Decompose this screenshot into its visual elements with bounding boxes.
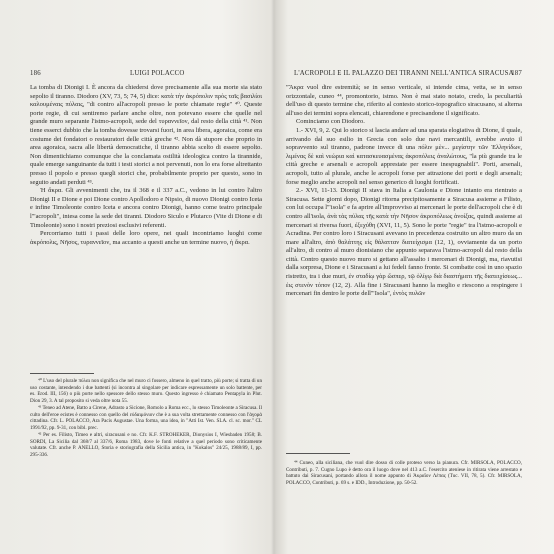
right-paragraph: 1.- XVI, 9, 2. Qui lo storico si lascia andare ad una sparata elogiativa di Dione, il quale, arrivando dal suo esilio in Grecia con solo due navi mercantili, avrebbe avuto il sopravvento sul tiranno, padrone invece di una πόλιν μὲν... μεγίστην τῶν Ἑλληνίδων, λιμένας δὲ καὶ νεώρια καὶ κατασκευασμένας ἀκροπόλεις ἀναλώτους, "la più grande tra le città greche e arsenali e acropoli apprestate per essere inespugnabili". Porti, arsenali, acropoli, tutto al plurale, anche le acropoli forse per attrazione dei porti e degli arsenali; forse meglio anche acropoli nel senso generico di luoghi fortificati. <box>286 126 522 186</box>
footnote: ⁴⁴ Cuneo, alla siciliana, che vuol dire dosso di colle proteso verso la pianura. Cfr. MIRSOLA, POLACCO, Contributi, p. 7. Cugno Lupo è detto ora il luogo dove nel 413 a.C. l'esercito ateniese in ritirata viene arrestato e battuto dai Siracusani, portando allora il nome appunto di Ἀκραῖον Λέπας (Tuc. VII, 78, 5). Cfr. MIRSOLA, POLACCO, Contributi, p. 69 s. e IDD., Introduzione, pp. 50-52. <box>286 460 522 486</box>
right-page-number: 187 <box>511 70 522 77</box>
footnote: ⁴² Per es. Filisto, Timeo e altri, siracusani e no. Cfr. K.F. STROHEKER, Dionysios I, Wiesbaden 1958; B. SORDI, La Sicilia dal 368/7 al 337/6, Roma 1983, dove le fonti relative a quel periodo sono criticamente valutate. Cfr. anche P. ANELLO, Storia e storiografia della Sicilia antica, in "Kokalos" 24/25, 1988/89, I, pp. 295-336. <box>30 432 262 458</box>
right-footnotes <box>286 460 522 487</box>
right-paragraph: Cominciamo con Diodoro. <box>296 118 365 126</box>
left-paragraph: Percorriamo tutti i passi delle loro opere, nei quali incontriamo luoghi come ἀκρόπολις, Νῆσος, τυραννεῖον, ma accanto a questi anche un termine nuovo, ἡ ἄκρα. <box>30 230 262 246</box>
left-page <box>30 0 262 554</box>
left-paragraph: La tomba di Dionigi I. È ancora da chiedersi dove precisamente alla sua morte sia stato sepolto il tiranno. Diodoro (XV, 73, 5; 74, 5) dice: κατὰ τὴν ἀκρόπολιν πρὸς ταῖς βασιλίοι καλουμέναις πύλαις, "di contro all'acropoli presso le porte chiamate regie" ⁴⁰. Queste porte regie, di cui sentiremo parlare anche oltre, non potevano essere che quelle nel grande muro separante l'istmo-acropoli, sede del τυραννεῖον, dal resto della città ⁴¹. Non tiene esserci dubbio che la tomba dovesse trovarsi fuori, in area libera, agoraica, come era costume dei fondatori o restauratori delle città greche ⁴². Non dà stupore che proprio in area agoraica, sacra alle libertà democratiche, il tiranno abbia scelto di essere sepolto. Non dimentichiamo comunque che la conclamata ostilità ideologica contro la tirannide, quale emerge sanguinante da tutti i testi storici a noi pervenuti, non lo era forse altrettanto presso il popolo e presso quegli storici che, probabilmente proprio per questo, sono in seguito andati perduti ⁴³. <box>30 84 262 186</box>
right-paragraph: "Ἄκρα vuol dire estremità; se in senso verticale, si intende cima, vetta, se in senso orizzontale, cuneo ⁴⁴, promontorio, istmo. Non è mai stato notato, credo, la peculiarità dell'uso di questo termine che, riferito al contesto storico-topografico siracusano, si alterna all'uso dei termini sopra elencati, chiarendone e precisandone il significato. <box>286 84 522 117</box>
book-gutter <box>271 0 277 554</box>
footnote: ⁴⁰ L'uso del plurale πύλαι non significa che nel muro ci fossero, almeno in quel tratto, più porte; si tratta di un uso costante, intendendo i due battenti (si incontra al singolare per indicare espressamente un solo battente, per es. Erod. III, 156) o più porte nello spessore dello stesso muro. Questo ingresso è chiamato Pentapyla in Plut. Dion 29, 3. A tal proposito si veda oltre nota 55. <box>30 378 262 404</box>
left-page-number: 186 <box>30 70 41 77</box>
right-body-text <box>286 84 522 299</box>
right-page <box>286 0 522 554</box>
left-footnote-rule <box>30 373 94 374</box>
right-paragraph: 2.- XVI, 11-13. Dionigi II stava in Italia a Caulonia e Dione intanto era rientrato a Siracusa. Sette giorni dopo, Dionigi ritorna precipitosamente a Siracusa assieme a Filisto, con lui occupa l'"isola" e fa aprire all'improvviso ai mercenari le porte dell'acropoli che è di contro all'isola, ἀνὰ τὰς πύλας τῆς κατὰ τὴν Νῆσον ἀκροπόλεως ἀνοίξας, quindi assieme ai mercenari si riversa fuori, ἐξεχύθη (XVI, 11, 5). Sono le porte "regie" tra l'istmo-acropoli e Acradina. Per contro loro i Siracusani avevano in precedenza costruito un altro muro da un mare all'altro, ἀπὸ θαλάττης εἰς θάλατταν διατείχισμα (12, 1), ovviamente da un porto all'altro, di contro al muro dionisiano che appunto separava l'istmo-acropoli dal resto della città. Contro questo nuovo muro si gettano all'assalto i mercenari di Dionigi, ma, riavutisi dalla sorpresa, Dione e i Siracusani a lui fedeli fanno fronte. Si combatte così in uno spazio ristretto, tra i due muri, ἐν σταδίῳ γὰρ ὥσπερ, τῷ ὀλίγῳ διὰ διαστήματι τῆς διατειχίσεως... ἐις στενὸν τόπον (12, 2). Alla fine i Siracusani hanno la meglio e riescono a respingere i mercenari fin dentro le porte dell'"Isola", ἐντὸς πυλῶν <box>286 187 522 298</box>
left-paragraph: Ἡ ἄκρα. Gli avvenimenti che, tra il 368 e il 337 a.C., vedono in lui contro l'altro Dionigi II e Dione e poi Dione contro Apollodoro e Nipsio, di nuovo Dionigi contro Iceta e infine Timoleonte contro Iceta e ancora contro Dionigi, hanno come teatro principale l'"acropoli", intesa come la sede dei tiranni. Diodoro Siculo e Plutarco (Vite di Dione e di Timoleonte) sono i nostri preziosi esclusivi referenti. <box>30 187 262 229</box>
footnote: ⁴¹ Teneo ad Atene, Batto a Cirene, Adrasto a Sicione, Romolo a Roma ecc., lo stesso Timoleonte a Siracusa. Il culto dell'eroe ecistes è connesso con quello del εὐδαιμόνιον che è a sua volta strettamente connesso con l'ἀγορά cittadina. Cfr. L. POLACCO, Ara Pacis Augustae. Una forma, una idea, in "Atti Ist. Ven. SLA. cl. sc. mor." CL 1991/92, pp. 9-31, con bibl. prec. <box>30 405 262 431</box>
left-running-head: LUIGI POLACCO <box>130 70 185 77</box>
left-footnotes <box>30 378 262 459</box>
left-body-text <box>30 84 262 247</box>
right-footnote-rule <box>286 453 350 454</box>
right-running-head: L'ACROPOLI E IL PALAZZO DEI TIRANNI NELL'ANTICA SIRACUSA <box>294 70 514 77</box>
